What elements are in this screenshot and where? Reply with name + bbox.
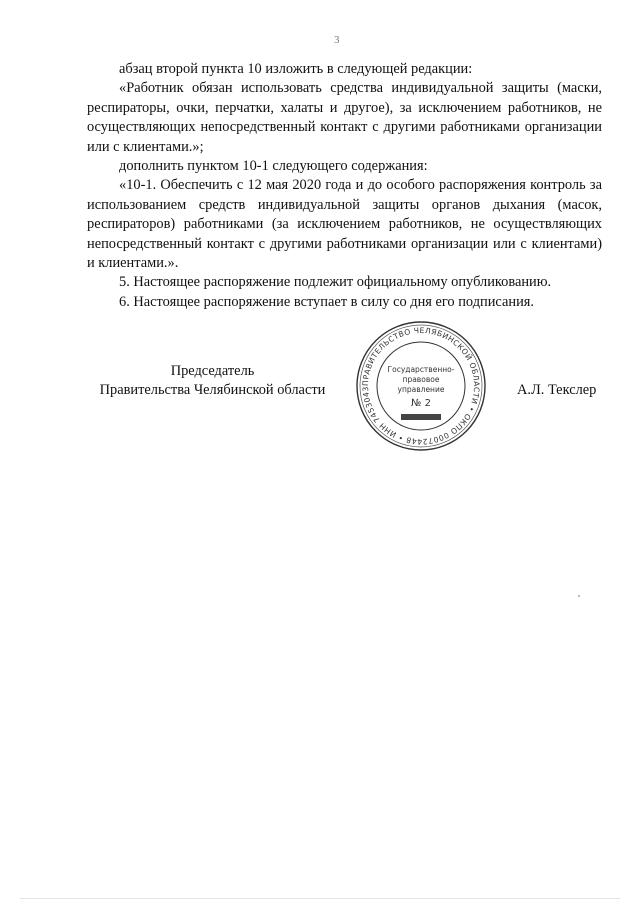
seal-ring-text: ПРАВИТЕЛЬСТВО ЧЕЛЯБИНСКОЙ ОБЛАСТИ • ОКПО 00072448 • ИНН 7453043 — [360, 325, 482, 447]
page-number: 3 — [334, 34, 340, 46]
seal-center-text: Государственно- — [387, 365, 455, 374]
seal-center-text: управление — [397, 385, 445, 394]
paragraph: дополнить пунктом 10-1 следующего содержания: — [119, 158, 428, 175]
paragraph: абзац второй пункта 10 изложить в следующей редакции: — [119, 61, 473, 77]
seal-center-text: правовое — [402, 375, 440, 384]
official-seal — [355, 320, 487, 452]
signatory-title-line: Председатель — [170, 363, 255, 379]
signatory-name: А.Л. Текслер — [517, 382, 597, 398]
paragraph: «Работник обязан использовать средства индивидуальной защиты (маски, респираторы, очки, перчатки, халаты и другое), за исключением работников, не осуществляющих непосредственный контакт с другими работниками организации или с клиентами.»; — [87, 80, 602, 155]
document-body — [87, 60, 602, 312]
seal-center-text: № 2 — [411, 398, 431, 409]
paragraph: 5. Настоящее распоряжение подлежит официальному опубликованию. — [119, 274, 552, 291]
signatory-title-line: Правительства Челябинской области — [99, 382, 326, 399]
seal-emblem-mark — [401, 414, 441, 420]
paragraph: «10-1. Обеспечить с 12 мая 2020 года и до особого распоряжения контроль за использованием средств индивидуальной защиты органов дыхания (масок, респираторов) работниками (за исключением работников, не осуществляющих непосредственный контакт с другими работниками организации или с клиентами) и клиентами.». — [87, 177, 602, 272]
scan-edge-line — [20, 898, 620, 899]
signatory-title — [90, 362, 335, 401]
paragraph: 6. Настоящее распоряжение вступает в силу со дня его подписания. — [119, 293, 534, 310]
scan-speck — [578, 595, 580, 597]
